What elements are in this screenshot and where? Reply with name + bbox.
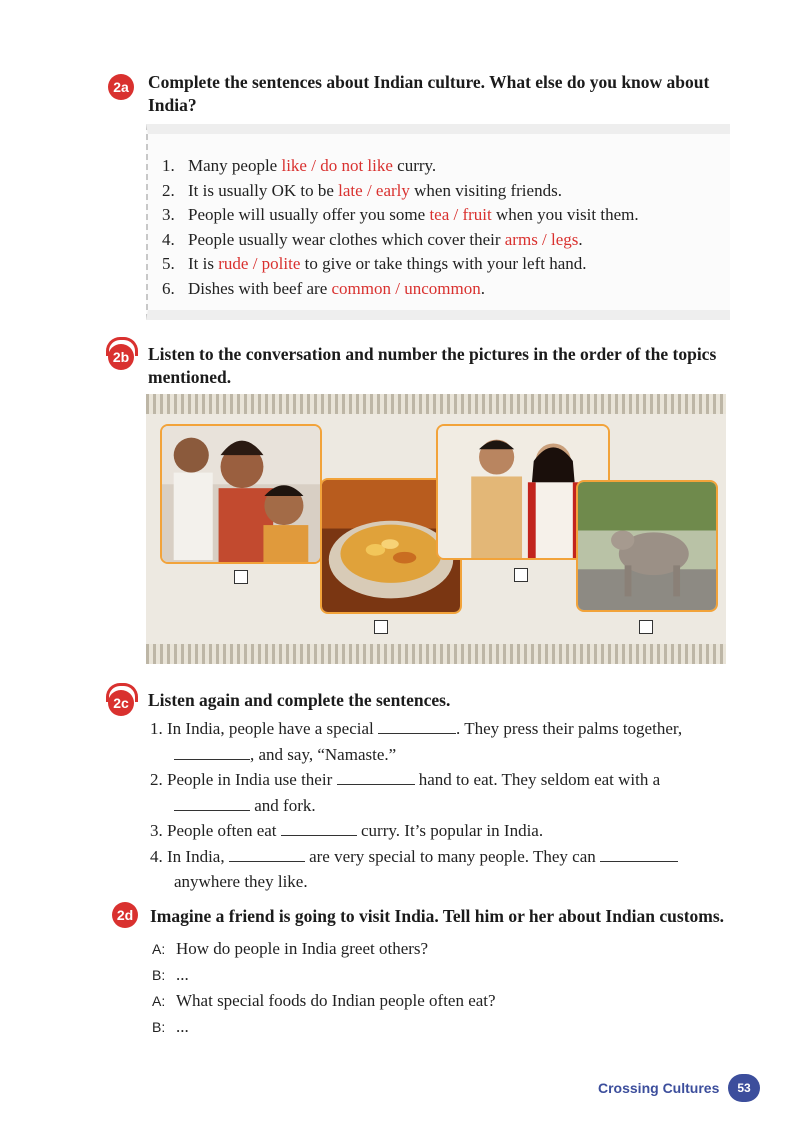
dialog-line: B: ... <box>152 965 189 984</box>
list-item: 4. In India, are very special to many people. They can <box>150 844 740 870</box>
option-choice[interactable]: tea / fruit <box>429 205 492 224</box>
answer-blank[interactable] <box>229 846 305 862</box>
sentence-list-2c <box>150 716 740 895</box>
section-2b-badge: 2b <box>108 344 134 370</box>
list-item: 3. People often eat curry. It’s popular in India. <box>150 821 544 840</box>
option-choice[interactable]: common / uncommon <box>331 278 481 298</box>
option-choice[interactable]: rude / polite <box>218 254 301 273</box>
list-item: 4. People usually wear clothes which cover their arms / legs. <box>162 229 583 249</box>
list-item: 6. Dishes with beef are common / uncommon. <box>162 278 485 298</box>
picture-1-checkbox[interactable] <box>234 570 248 584</box>
list-item-cont: anywhere they like. <box>174 872 308 891</box>
picture-2-checkbox[interactable] <box>374 620 388 634</box>
answer-blank[interactable] <box>378 718 456 734</box>
dialog-line: A: How do people in India greet others? <box>152 939 429 958</box>
section-2c-instruction: Listen again and complete the sentences. <box>148 690 451 710</box>
answer-blank[interactable] <box>174 744 250 760</box>
section-2c-badge: 2c <box>108 690 134 716</box>
sentence-box-2a <box>146 124 730 320</box>
section-2b-instruction: Listen to the conversation and number the pictures in the order of the topics mentioned. <box>148 344 717 387</box>
list-item-cont: , and say, “Namaste.” <box>150 742 740 768</box>
answer-blank[interactable] <box>174 795 250 811</box>
answer-blank[interactable] <box>600 846 678 862</box>
photo-family-eating <box>160 424 322 564</box>
answer-blank[interactable] <box>281 820 357 836</box>
option-choice[interactable]: arms / legs <box>504 229 579 249</box>
picture-4-checkbox[interactable] <box>639 620 653 634</box>
dialog-2d <box>152 936 496 1040</box>
list-item: 5. It is rude / polite to give or take things with your left hand. <box>162 254 587 273</box>
option-choice[interactable]: like / do not like <box>281 156 393 175</box>
pictures-strip <box>146 394 726 664</box>
list-item: 3. People will usually offer you some tea / fruit when you visit them. <box>162 205 639 224</box>
dialog-line: B: ... <box>152 1017 189 1036</box>
section-2a-badge: 2a <box>108 74 134 100</box>
list-item: 2. It is usually OK to be late / early when visiting friends. <box>162 180 562 200</box>
list-item: 1. Many people like / do not like curry. <box>162 156 437 175</box>
option-choice[interactable]: late / early <box>338 180 410 200</box>
section-2d-badge: 2d <box>112 902 138 928</box>
section-2a-instruction: Complete the sentences about Indian culture. What else do you know about India? <box>148 72 710 115</box>
dialog-line: A: What special foods do Indian people often eat? <box>152 991 496 1010</box>
picture-3-checkbox[interactable] <box>514 568 528 582</box>
section-2d-instruction: Imagine a friend is going to visit India. Tell him or her about Indian customs. <box>150 906 725 926</box>
list-item-cont: and fork. <box>150 793 740 819</box>
page-number: 53 <box>728 1074 760 1102</box>
answer-blank[interactable] <box>337 769 415 785</box>
list-item: 2. People in India use their hand to eat. They seldom eat with a <box>150 770 661 789</box>
photo-cow-street <box>576 480 718 612</box>
list-item: 1. In India, people have a special . They press their palms together, <box>150 719 683 738</box>
footer-unit-title: Crossing Cultures <box>598 1080 720 1096</box>
